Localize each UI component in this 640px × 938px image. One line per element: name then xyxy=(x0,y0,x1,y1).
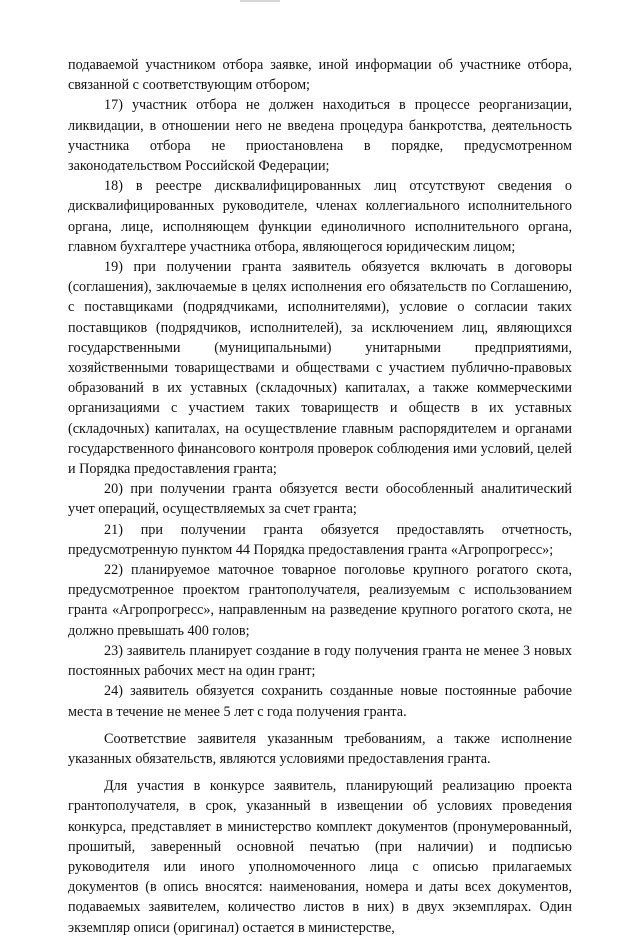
paragraph-item-23: 23) заявитель планирует создание в году получения гранта не менее 3 новых постоянных рабочих мест на один грант; xyxy=(68,642,572,680)
paragraph-participation: Для участия в конкурсе заявитель, планирующий реализацию проекта грантополучателя, в срок, указанный в извещении об условиях проведения конкурса, представляет в министерство комплект документов (пронумерованный, прошитый, заверенный основной печатью (при наличии) и подписью руководителя или иного уполномоченного лица с описью прилагаемых документов (в опись вносятся: наименования, номера и даты всех документов, подаваемых заявителем, количество листов в них) в двух экземплярах. Один экземпляр описи (оригинал) остается в министерстве, xyxy=(68,778,572,936)
paragraph-item-20: 20) при получении гранта обязуется вести обособленный аналитический учет операций, осуществляемых за счет гранта; xyxy=(68,481,572,518)
paragraph-conditions: Соответствие заявителя указанным требованиям, а также исполнение указанных обязательств, являются условиями предоставления гранта. xyxy=(68,730,572,767)
scan-edge-mark xyxy=(240,0,280,2)
paragraph-item-19: 19) при получении гранта заявитель обязуется включать в договоры (соглашения), заключаемые в целях исполнения его обязательств по Соглашению, с поставщиками (подрядчиками, исполнителями), условие о согласии таких поставщиков (подрядчиков, исполнителей), за исключением лиц, являющихся государственными (муниципальными) унитарными предприятиями, хозяйственными товариществами и обществами с участием публично-правовых образований в их уставных (складочных) капиталах, а также коммерческими организациями с участием таких товариществ и обществ в их уставных (складочных) капиталах, на осуществление главным распорядителем и органами государственного финансового контроля проверок соблюдения ими условий, целей и Порядка предоставления гранта; xyxy=(68,259,572,478)
paragraph-item-17: 17) участник отбора не должен находиться в процессе реорганизации, ликвидации, в отношении него не введена процедура банкротства, деятельность участника отбора не приостановлена в порядке, предусмотренном законодательством Российской Федерации; xyxy=(68,97,572,175)
paragraph-item-21: 21) при получении гранта обязуется предоставлять отчетность, предусмотренную пунктом 44 Порядка предоставления гранта «Агропрогресс»; xyxy=(68,521,572,558)
document-body xyxy=(68,55,572,938)
paragraph-item-18: 18) в реестре дисквалифицированных лиц отсутствуют сведения о дисквалифицированных руководителе, членах коллегиального исполнительного органа, лице, исполняющем функции единоличного исполнительного органа, главном бухгалтере участника отбора, являющегося юридическим лицом; xyxy=(68,178,572,255)
paragraph-item-24: 24) заявитель обязуется сохранить созданные новые постоянные рабочие места в течение не менее 5 лет с года получения гранта. xyxy=(68,683,572,720)
paragraph-continuation: подаваемой участником отбора заявке, иной информации об участнике отбора, связанной с соответствующим отбором; xyxy=(68,57,572,94)
paragraph-item-22: 22) планируемое маточное товарное поголовье крупного рогатого скота, предусмотренное проектом грантополучателя, реализуемым с использованием гранта «Агропрогресс», направленным на разведение крупного рогатого скота, не должно превышать 400 голов; xyxy=(68,562,572,639)
